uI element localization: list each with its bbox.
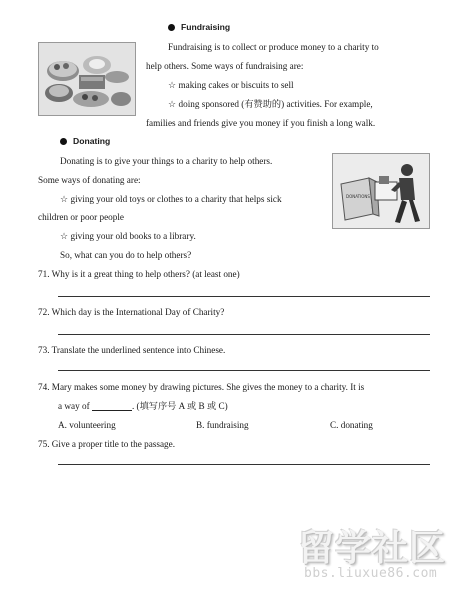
donating-closing: So, what can you do to help others? [60, 250, 192, 260]
donating-item-1a: ☆ giving your old toys or clothes to a charity that helps sick [60, 194, 282, 204]
person-carrying-box-icon [333, 154, 429, 228]
fundraising-cakes-photo [38, 42, 136, 116]
option-a: A. volunteering [58, 420, 116, 430]
question-71: 71. Why is it a great thing to help others? (at least one) [38, 269, 240, 279]
option-b: B. fundraising [196, 420, 249, 430]
fundraising-line-2: help others. Some ways of fundraising are: [146, 61, 304, 71]
watermark-url: bbs.liuxue86.com [304, 566, 438, 581]
donating-heading: Donating [60, 136, 110, 146]
answer-line-73[interactable] [58, 370, 430, 371]
answer-line-75[interactable] [58, 464, 430, 465]
cakes-icon [39, 43, 135, 115]
answer-blank-74[interactable] [92, 401, 132, 411]
answer-line-72[interactable] [58, 334, 430, 335]
question-74-suffix: . (填写序号 A 或 B 或 C) [131, 401, 228, 411]
fundraising-heading: Fundraising [168, 22, 230, 32]
question-74-prefix: a way of [58, 401, 90, 411]
answer-line-71[interactable] [58, 296, 430, 297]
donating-photo [332, 153, 430, 229]
question-75: 75. Give a proper title to the passage. [38, 439, 176, 449]
bullet-icon [168, 24, 175, 31]
donating-line-2: Some ways of donating are: [38, 175, 141, 185]
donating-item-2: ☆ giving your old books to a library. [60, 231, 196, 241]
question-72: 72. Which day is the International Day of Charity? [38, 307, 225, 317]
bullet-icon [60, 138, 67, 145]
question-74-line-1: 74. Mary makes some money by drawing pictures. She gives the money to a charity. It is [38, 382, 365, 392]
svg-text:DONATIONS: DONATIONS [346, 194, 370, 199]
watermark-brand: 留学社区 [298, 528, 447, 569]
donating-item-1b: children or poor people [38, 212, 124, 222]
fundraising-line-1: Fundraising is to collect or produce money to a charity to [168, 42, 379, 52]
question-74-line-2 [58, 400, 228, 412]
donating-line-1: Donating is to give your things to a charity to help others. [60, 156, 273, 166]
fundraising-item-2a: ☆ doing sponsored (有赞助的) activities. For example, [168, 99, 373, 109]
fundraising-item-1: ☆ making cakes or biscuits to sell [168, 80, 294, 90]
question-73: 73. Translate the underlined sentence into Chinese. [38, 345, 226, 355]
fundraising-item-2b: families and friends give you money if you finish a long walk. [146, 118, 376, 128]
option-c: C. donating [330, 420, 373, 430]
